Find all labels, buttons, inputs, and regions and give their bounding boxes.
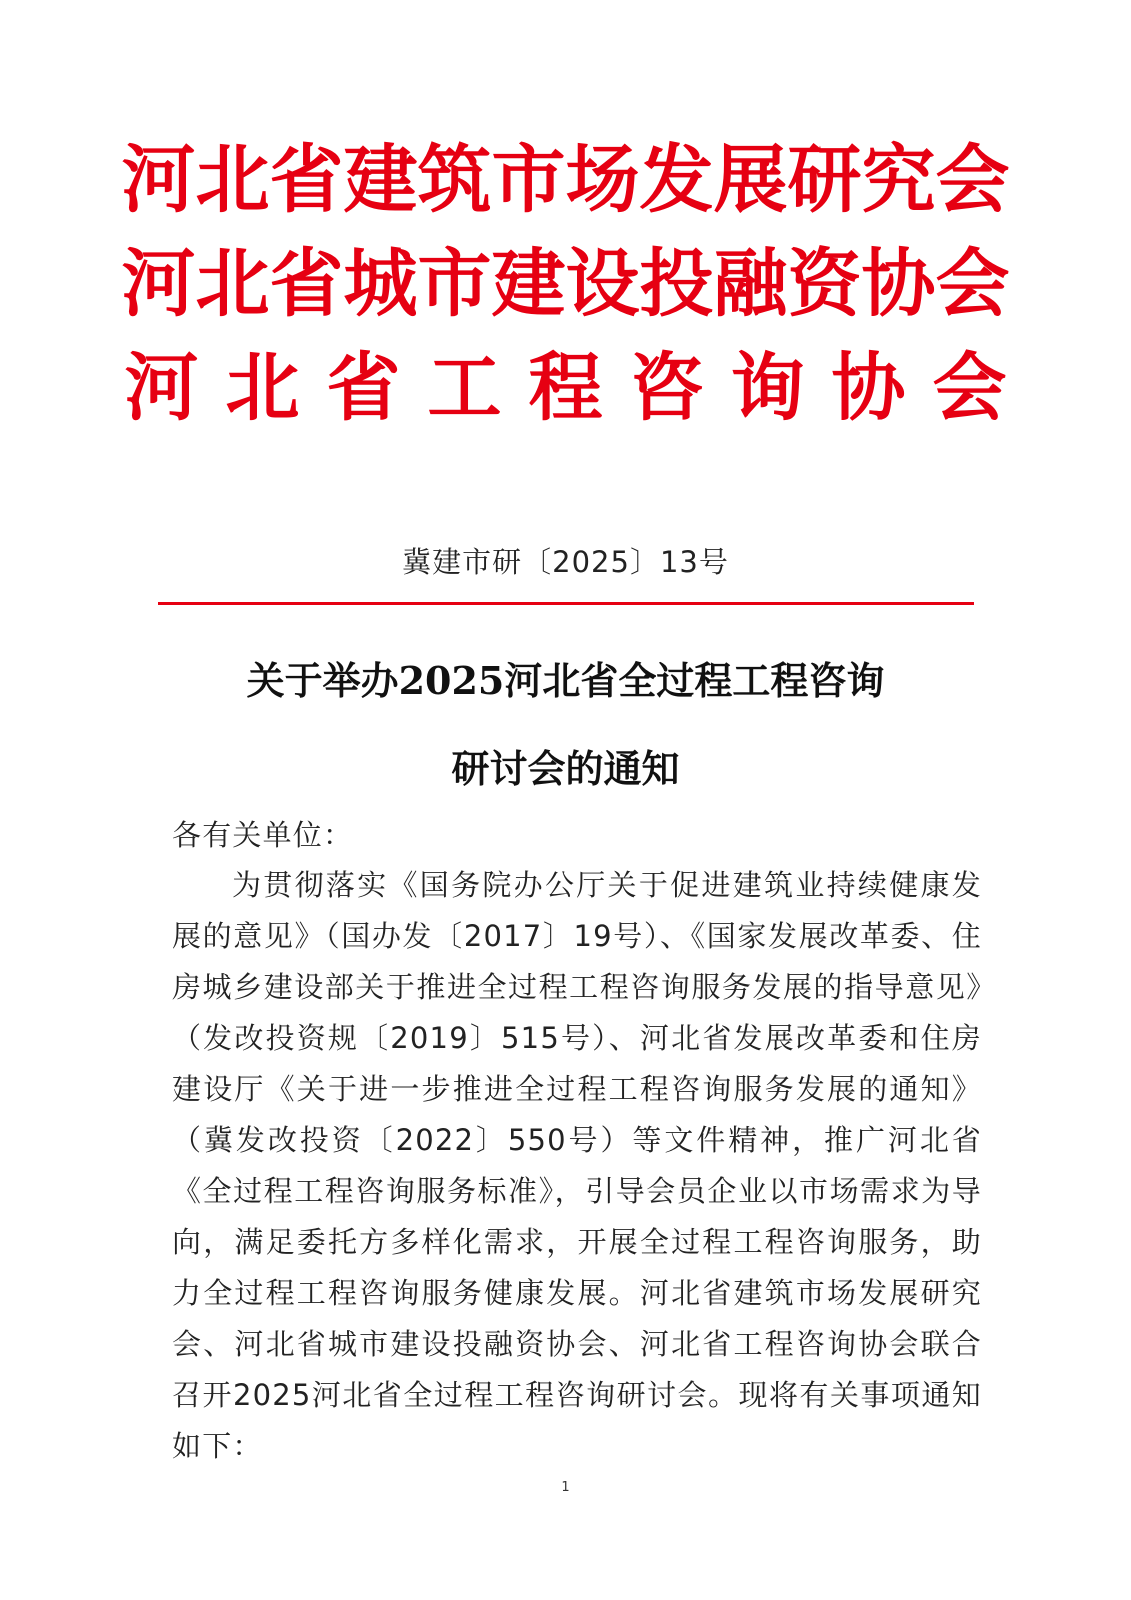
notice-title-line-2: 研讨会的通知 [451, 746, 680, 791]
body-paragraph: 为贯彻落实《国务院办公厅关于促进建筑业持续健康发展的意见》（国办发〔2017〕19号）、《国家发展改革委、住房城乡建设部关于推进全过程工程咨询服务发展的指导意见》（发改投资规〔2019〕515号）、河北省发展改革委和住房建设厅《关于进一步推进全过程工程咨询服务发展的通知》（冀发改投资〔2022〕550号）等文件精神，推广河北省《全过程工程咨询服务标准》，引导会员企业以市场需求为导向，满足委托方多样化需求，开展全过程工程咨询服务，助力全过程工程咨询服务健康发展。河北省建筑市场发展研究会、河北省城市建设投融资协会、河北省工程咨询协会联合召开2025河北省全过程工程咨询研讨会。现将有关事项通知如下： [172, 868, 982, 1463]
document-number: 冀建市研〔2025〕13号 [402, 545, 729, 579]
page-number: 1 [561, 1480, 570, 1495]
salutation: 各有关单位： [172, 818, 354, 852]
letterhead-line-2: 河北省城市建设投融资协会 [121, 241, 1010, 327]
notice-title-line-1: 关于举办2025河北省全过程工程咨询 [246, 658, 885, 703]
letterhead-line-3: 河北省工程咨询协会 [124, 345, 1034, 431]
letterhead [0, 128, 1131, 440]
red-divider-line [158, 602, 974, 605]
letterhead-line-1: 河北省建筑市场发展研究会 [121, 137, 1010, 223]
